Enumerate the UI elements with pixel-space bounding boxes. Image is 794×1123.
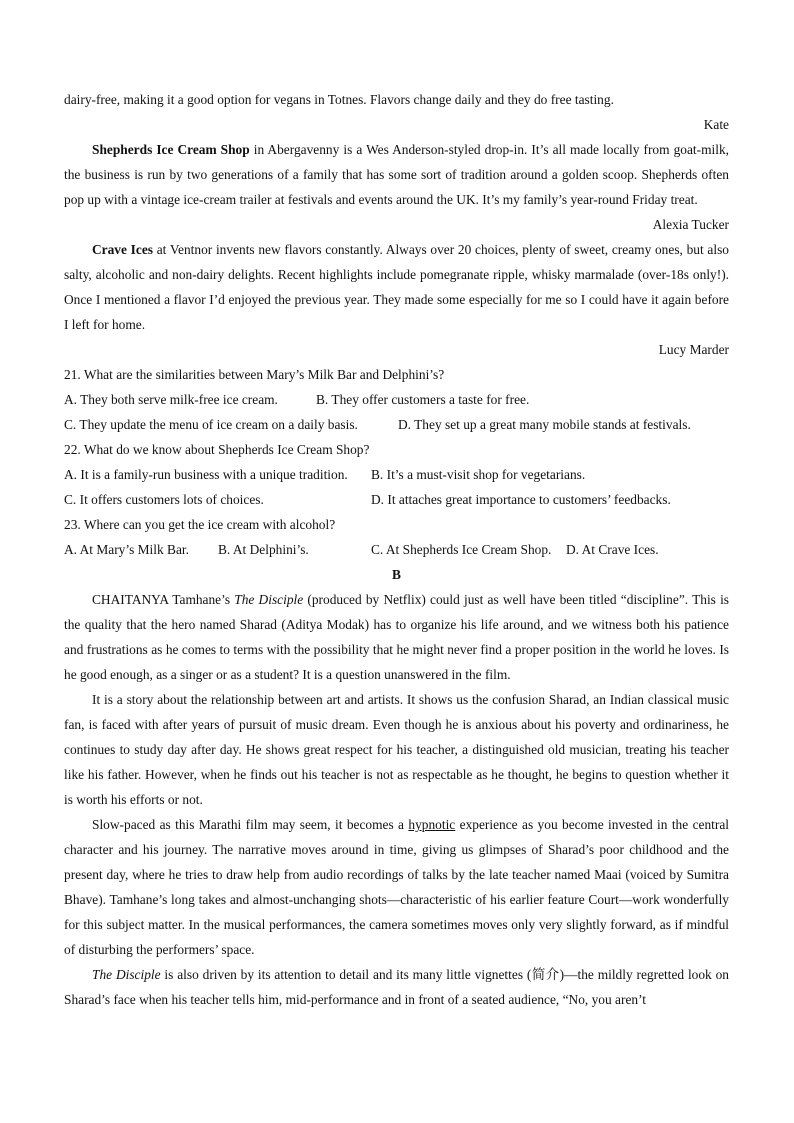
underlined-word: hypnotic: [408, 817, 456, 832]
option-d: D. They set up a great many mobile stands at festivals.: [398, 417, 691, 432]
option-b: B. At Delphini’s.: [218, 542, 309, 557]
question-21-stem: 21. What are the similarities between Mary’s Milk Bar and Delphini’s?: [64, 367, 445, 382]
passage-a-tail-paragraph: dairy-free, making it a good option for vegans in Totnes. Flavors change daily and they do free tasting.: [64, 92, 614, 107]
passage-b-paragraph-1: [64, 587, 729, 687]
question-21-options-row2: [64, 412, 729, 437]
option-a: A. They both serve milk-free ice cream.: [64, 392, 278, 407]
author-signature: Lucy Marder: [658, 342, 729, 357]
text-span: Slow-paced as this Marathi film may seem, it becomes a: [92, 817, 409, 832]
question-22-stem: 22. What do we know about Shepherds Ice Cream Shop?: [64, 442, 370, 457]
option-b: B. It’s a must-visit shop for vegetarians.: [371, 467, 586, 482]
question-22-options-row2: [64, 487, 729, 512]
question-23-stem: 23. Where can you get the ice cream with alcohol?: [64, 517, 336, 532]
passage-b-paragraph-3: [64, 812, 729, 962]
question-21-options-row1: [64, 387, 729, 412]
option-d: D. At Crave Ices.: [566, 542, 659, 557]
passage-b-paragraph-4: [64, 962, 729, 1012]
section-heading: B: [392, 567, 401, 582]
option-a: A. At Mary’s Milk Bar.: [64, 542, 189, 557]
shepherds-paragraph: [64, 137, 729, 212]
option-b: B. They offer customers a taste for free.: [316, 392, 530, 407]
author-signature: Kate: [703, 117, 729, 132]
option-c: C. At Shepherds Ice Cream Shop.: [371, 542, 552, 557]
text-span: is also driven by its attention to detail and its many little vignettes (简介)—the mildly regretted look on Sharad’s face when his teacher tells him, mid-performance and in front of a seated audience, “No, you aren’t: [64, 967, 729, 1007]
option-d: D. It attaches great importance to customers’ feedbacks.: [371, 492, 671, 507]
shop-name: Crave Ices: [92, 242, 153, 257]
film-title: The Disciple: [234, 592, 304, 607]
question-23-options: [64, 537, 729, 562]
shop-description: at Ventnor invents new flavors constantly. Always over 20 choices, plenty of sweet, creamy ones, but also salty, alcoholic and non-dairy delights. Recent highlights include pomegranate ripple, whisky marmalade (over-18s only!). Once I mentioned a flavor I’d enjoyed the previous year. They made some especially for me so I could have it again before I left for home.: [64, 242, 729, 332]
text-span: experience as you become invested in the central character and his journey. The narrative moves around in time, giving us glimpses of Sharad’s poor childhood and the present day, where he tries to draw help from audio recordings of talks by the late teacher named Maai (voiced by Sumitra Bhave). Tamhane’s long takes and almost-unchanging shots—characteristic of his earlier feature Court—work wonderfully for this subject matter. In the musical performances, the camera sometimes moves only very slightly forward, as if mindful of disturbing the performers’ space.: [64, 817, 730, 957]
shop-description: in Abergavenny is a Wes Anderson-styled drop-in. It’s all made locally from goat-milk, the business is run by two generations of a family that has some sort of tradition around a golden scoop. Shepherds often pop up with a vintage ice-cream trailer at festivals and events around the UK. It’s my family’s year-round Friday treat.: [64, 142, 729, 207]
option-c: C. They update the menu of ice cream on a daily basis.: [64, 417, 358, 432]
option-a: A. It is a family-run business with a unique tradition.: [64, 467, 348, 482]
shop-name: Shepherds Ice Cream Shop: [92, 142, 250, 157]
text-span: CHAITANYA Tamhane’s: [92, 592, 235, 607]
option-c: C. It offers customers lots of choices.: [64, 492, 264, 507]
film-title: The Disciple: [92, 967, 161, 982]
text-span: (produced by Netflix) could just as well have been titled “discipline”. This is the quality that the hero named Sharad (Aditya Modak) has to organize his life around, and we witness both his patience and frustrations as he comes to terms with the possibility that he might never find a proper position in the world he loves. Is he good enough, as a singer or as a student? It is a question unanswered in the film.: [64, 592, 730, 682]
author-signature: Alexia Tucker: [652, 217, 729, 232]
crave-ices-paragraph: [64, 237, 729, 337]
passage-b-paragraph-2: It is a story about the relationship between art and artists. It shows us the confusion Sharad, an Indian classical music fan, is faced with after years of pursuit of music dream. Even though he is anxious about his poverty and ordinariness, he continues to study day after day. He shows great respect for his teacher, a distinguished old musician, treating his teacher like his father. However, when he finds out his teacher is not as respectable as he thought, he begins to question whether it is worth his efforts or not.: [64, 692, 729, 807]
question-22-options-row1: [64, 462, 729, 487]
